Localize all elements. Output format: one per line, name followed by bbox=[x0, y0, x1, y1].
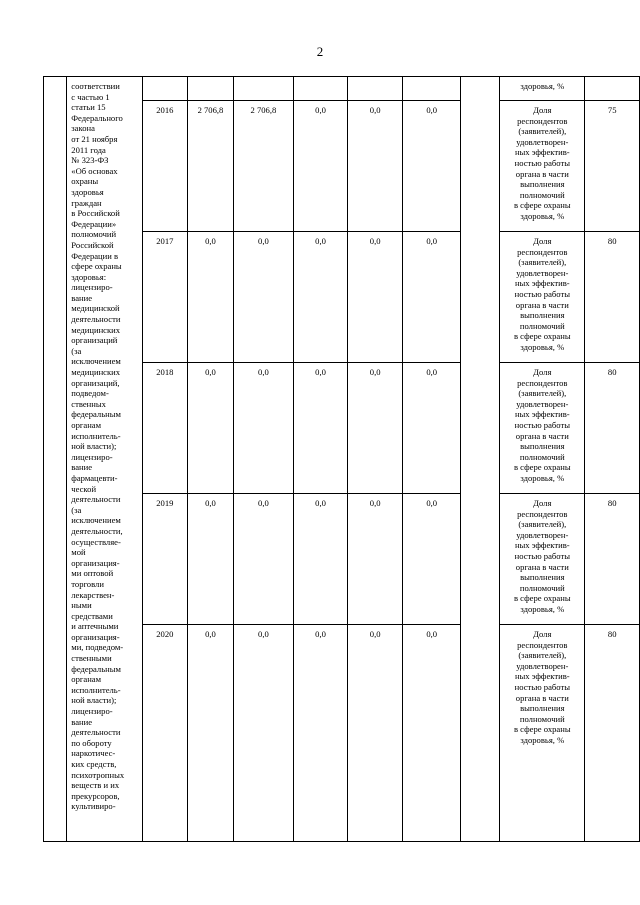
indicator-cell bbox=[500, 625, 585, 842]
indicator-text: Доля респондентов (заявителей), удовлетворен- ных эффектив- ностью работы органа в части выполнения полномочий в сфере охраны здоровья, % bbox=[513, 629, 571, 745]
value-cell: 0,0 bbox=[348, 101, 403, 232]
indicator-cell bbox=[500, 77, 585, 101]
value-cell: 0,0 bbox=[234, 625, 294, 842]
indicator-cell bbox=[500, 232, 585, 363]
value-cell: 0,0 bbox=[293, 363, 348, 494]
page-number: 2 bbox=[316, 44, 324, 59]
value-cell: 0,0 bbox=[187, 363, 233, 494]
target-value-cell: 80 bbox=[585, 625, 640, 842]
value-cell: 0,0 bbox=[402, 232, 460, 363]
indicator-text: Доля респондентов (заявителей), удовлетворен- ных эффектив- ностью работы органа в части выполнения полномочий в сфере охраны здоровья, % bbox=[513, 367, 571, 483]
value-cell: 2 706,8 bbox=[187, 101, 233, 232]
target-value-cell: 80 bbox=[585, 494, 640, 625]
table-row bbox=[44, 77, 640, 101]
value-cell: 0,0 bbox=[348, 625, 403, 842]
empty-cell bbox=[348, 77, 403, 101]
value-cell: 0,0 bbox=[187, 494, 233, 625]
value-cell: 0,0 bbox=[348, 232, 403, 363]
indicator-text: Доля респондентов (заявителей), удовлетворен- ных эффектив- ностью работы органа в части выполнения полномочий в сфере охраны здоровья, % bbox=[513, 105, 571, 221]
spacer-cell bbox=[461, 77, 500, 842]
indicator-text: Доля респондентов (заявителей), удовлетворен- ных эффектив- ностью работы органа в части выполнения полномочий в сфере охраны здоровья, % bbox=[513, 236, 571, 352]
value-cell: 0,0 bbox=[402, 363, 460, 494]
target-value-cell: 80 bbox=[585, 232, 640, 363]
value-cell: 0,0 bbox=[402, 494, 460, 625]
empty-cell bbox=[293, 77, 348, 101]
empty-cell bbox=[402, 77, 460, 101]
value-cell: 0,0 bbox=[402, 625, 460, 842]
value-cell: 2 706,8 bbox=[234, 101, 294, 232]
indicator-cell bbox=[500, 101, 585, 232]
indicator-cell bbox=[500, 494, 585, 625]
value-cell: 0,0 bbox=[293, 101, 348, 232]
indicator-text: Доля респондентов (заявителей), удовлетворен- ных эффектив- ностью работы органа в части выполнения полномочий в сфере охраны здоровья, % bbox=[513, 498, 571, 614]
description-text: соответствии с частью 1 статьи 15 Федерального закона от 21 ноября 2011 года № 323-ФЗ «Об основах охраны здоровья граждан в Российской Федерации» полномочий Российской Федерации в сфере охраны здоровья: лицензиро- вание медицинской деятельности медицинских организаций (за исключением медицинских организаций, подведом- ственных федеральным органам исполнитель- ной власти); лицензиро- вание фармацевти- ческой деятельности (за исключением деятельности, осуществляе- мой организация- ми оптовой торговли лекарствен- ными средствами и аптечными организация- ми, подведом- ственными федеральным органам исполнитель- ной власти); лицензиро- вание деятельности по обороту наркотичес- ких средств, психотропных веществ и их прекурсоров, культивиро- bbox=[71, 81, 125, 812]
year-cell: 2019 bbox=[142, 494, 187, 625]
year-cell: 2020 bbox=[142, 625, 187, 842]
value-cell: 0,0 bbox=[293, 625, 348, 842]
empty-cell bbox=[142, 77, 187, 101]
value-cell: 0,0 bbox=[234, 494, 294, 625]
blank-cell bbox=[44, 77, 67, 842]
value-cell: 0,0 bbox=[234, 232, 294, 363]
value-cell: 0,0 bbox=[348, 363, 403, 494]
empty-cell bbox=[234, 77, 294, 101]
year-cell: 2017 bbox=[142, 232, 187, 363]
year-cell: 2016 bbox=[142, 101, 187, 232]
value-cell: 0,0 bbox=[234, 363, 294, 494]
value-cell: 0,0 bbox=[293, 494, 348, 625]
target-value-cell: 80 bbox=[585, 363, 640, 494]
description-cell bbox=[67, 77, 142, 842]
value-cell: 0,0 bbox=[187, 232, 233, 363]
value-cell: 0,0 bbox=[402, 101, 460, 232]
target-value-cell: 75 bbox=[585, 101, 640, 232]
value-cell: 0,0 bbox=[348, 494, 403, 625]
year-cell: 2018 bbox=[142, 363, 187, 494]
value-cell: 0,0 bbox=[293, 232, 348, 363]
program-table bbox=[43, 76, 640, 842]
empty-cell bbox=[585, 77, 640, 101]
empty-cell bbox=[187, 77, 233, 101]
value-cell: 0,0 bbox=[187, 625, 233, 842]
indicator-cell bbox=[500, 363, 585, 494]
indicator-text: здоровья, % bbox=[520, 81, 565, 91]
